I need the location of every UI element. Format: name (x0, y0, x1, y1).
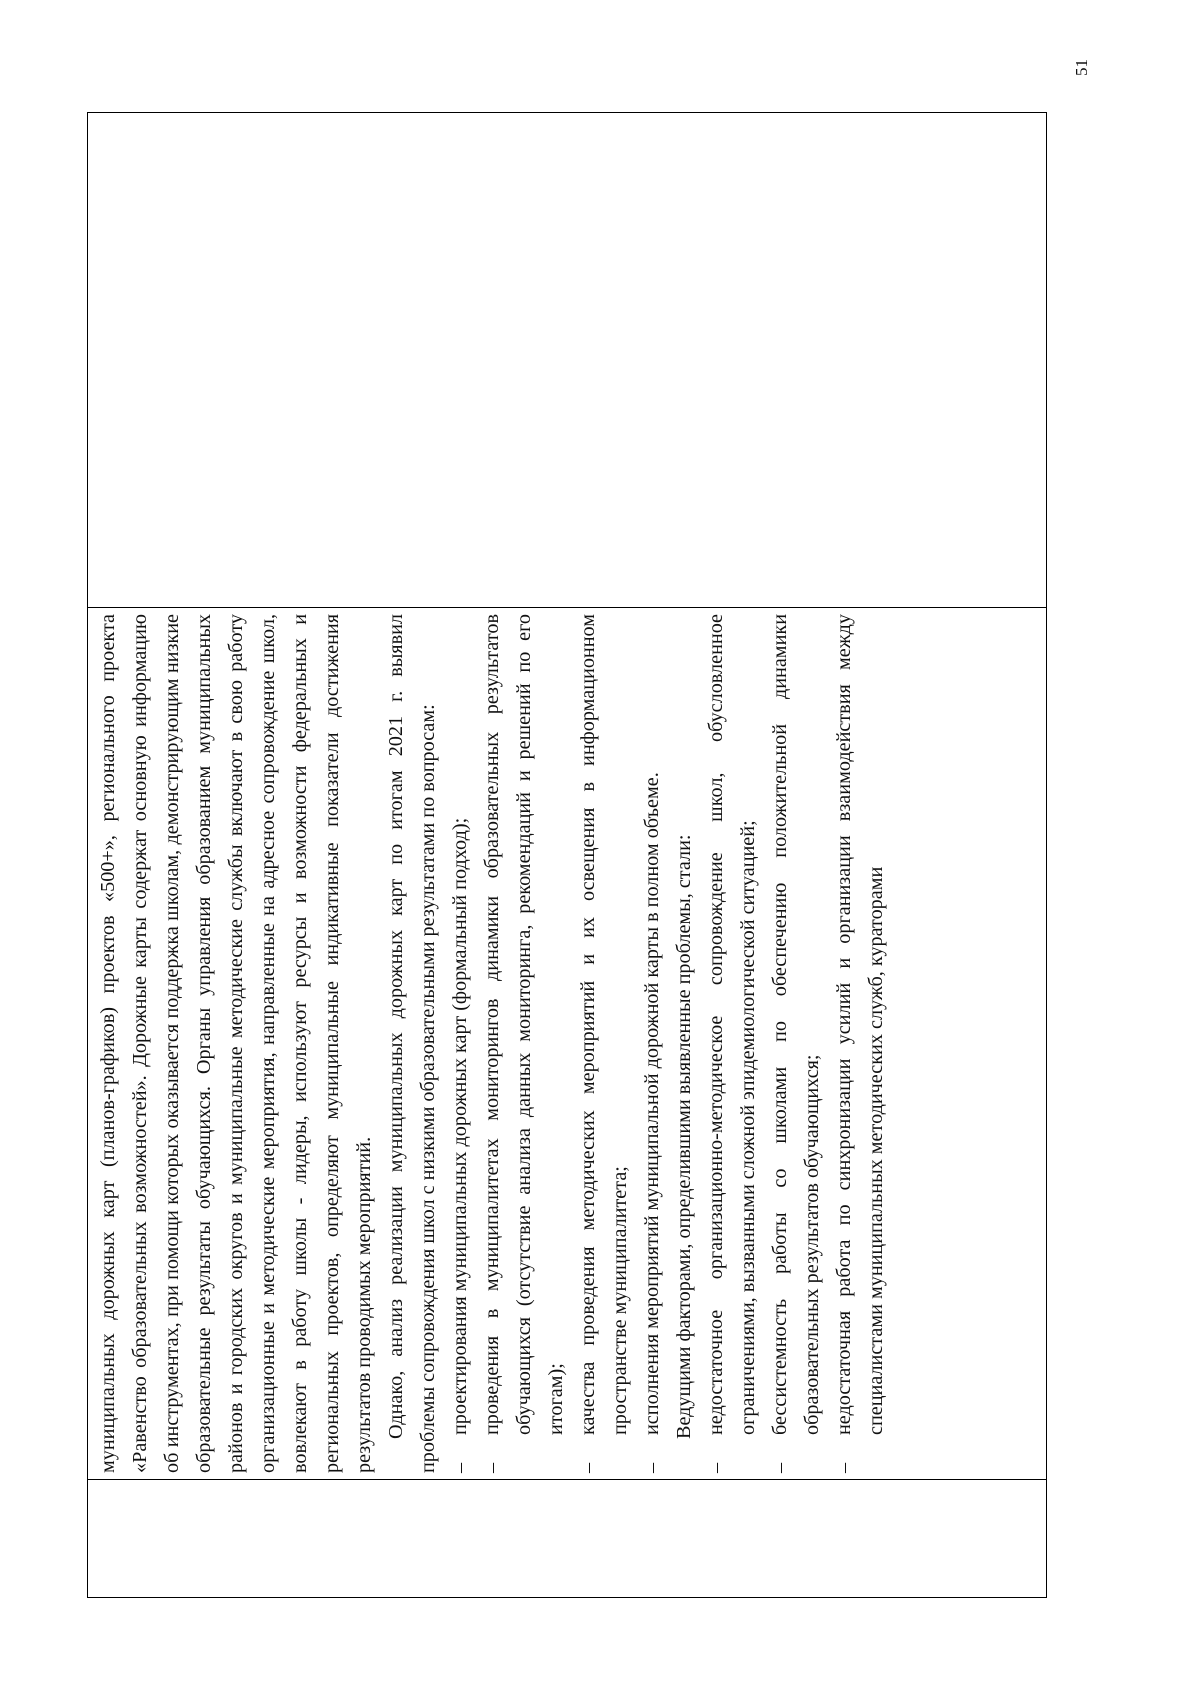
list-item-text: проведения в муниципалитетах мониторингов динамики образовательных результатов обучающихся (отсутствие анализа данных мониторинга, рекомендаций и решений по его итогам); (481, 614, 567, 1435)
list-dash: – (449, 1462, 471, 1473)
paragraph-2: Однако, анализ реализации муниципальных дорожных карт по итогам 2021 г. выявил проблемы сопровождения школ с низкими образовательными результатами по вопросам: (385, 614, 439, 1473)
left-empty-cell (88, 1480, 1047, 1598)
list-dash: – (833, 1462, 855, 1473)
paragraph-3: Ведущими факторами, определившими выявленные проблемы, стали: (673, 834, 695, 1439)
factor-list (700, 614, 892, 1473)
list-item (828, 614, 892, 1473)
right-empty-cell (88, 113, 1047, 608)
list-item-text: качества проведения методических мероприятий и их освещения в информационном пространстве муниципалитета; (577, 614, 631, 1435)
list-dash: – (705, 1462, 727, 1473)
list-item-text: недостаточное организационно-методическое сопровождение школ, обусловленное ограничениями, вызванными сложной эпидемиологической ситуацией; (705, 614, 759, 1435)
list-item (444, 614, 476, 1473)
paragraph-1: муниципальных дорожных карт (планов-графиков) проектов «500+», регионального проекта «Равенство образовательных возможностей». Дорожные карты содержат основную информацию об инструментах, при помощи которых оказывается поддержка школам, демонстрирующим низкие образовательные результаты обучающихся. Органы управления образованием муниципальных районов и городских округов и муниципальные методические службы включают в свою работу организационные и методические мероприятия, направленные на адресное сопровождение школ, вовлекают в работу школы - лидеры, используют ресурсы и возможности федеральных и региональных проектов, определяют муниципальные индикативные показатели достижения результатов проводимых мероприятий. (97, 614, 375, 1473)
list-item (636, 614, 668, 1473)
list-dash: – (769, 1462, 791, 1473)
page-number: 51 (1072, 59, 1091, 76)
content-table (87, 112, 1047, 1598)
list-item-text: проектирования муниципальных дорожных карт (формальный подход); (449, 817, 471, 1435)
list-item-text: исполнения мероприятий муниципальной дорожной карты в полном объеме. (641, 772, 663, 1435)
list-dash: – (481, 1462, 503, 1473)
list-item (700, 614, 764, 1473)
list-item (764, 614, 828, 1473)
list-item-text: бессистемность работы со школами по обеспечению положительной динамики образовательных результатов обучающихся; (769, 614, 823, 1435)
text-body (88, 608, 892, 1479)
list-item (476, 614, 572, 1473)
list-dash: – (641, 1462, 663, 1473)
rotated-page (87, 59, 1091, 1598)
list-dash: – (577, 1462, 599, 1473)
list-item-text: недостаточная работа по синхронизации усилий и организации взаимодействия между специалистами муниципальных методических служб, кураторами (833, 614, 887, 1435)
text-cell (88, 608, 1047, 1480)
list-item (572, 614, 636, 1473)
problem-list (444, 614, 668, 1473)
